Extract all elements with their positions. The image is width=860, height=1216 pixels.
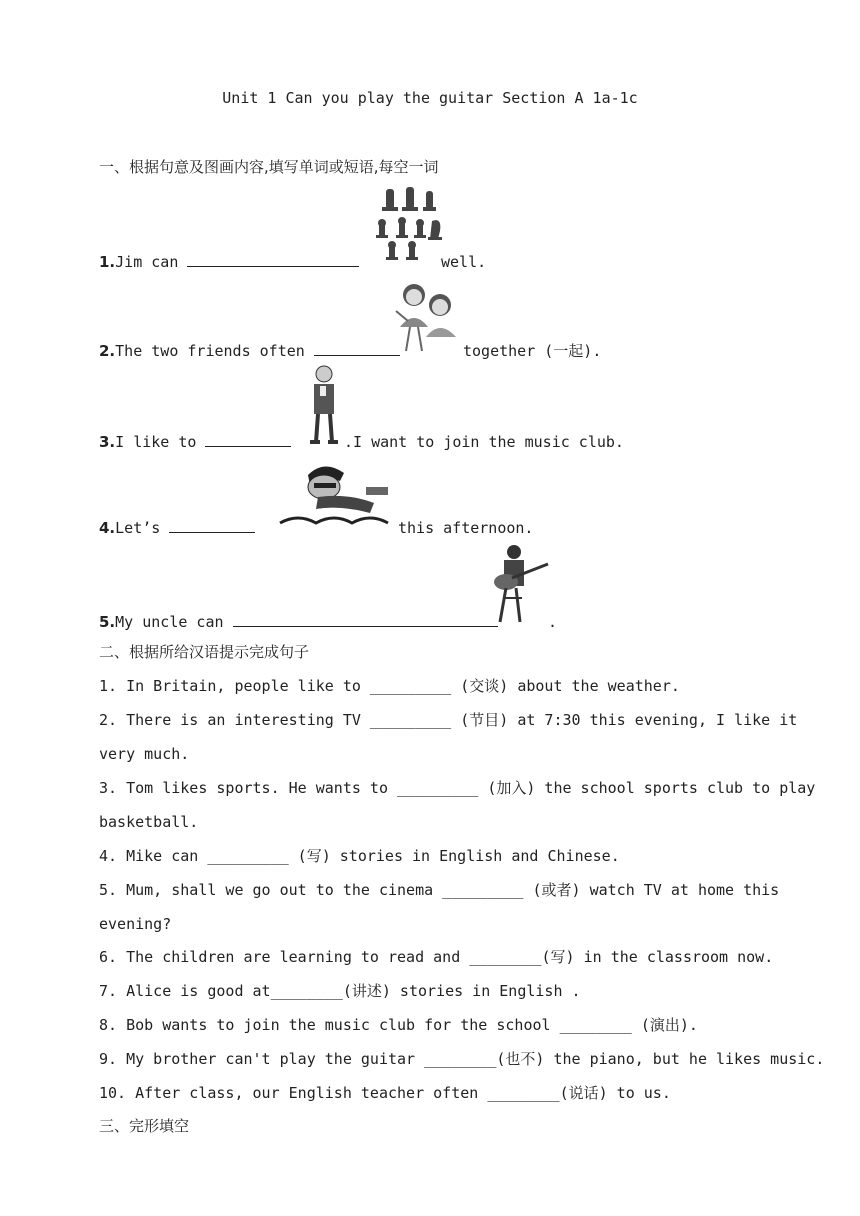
item-text-before: I like to <box>115 433 197 451</box>
item-number: 5. <box>99 613 116 631</box>
s2-line: basketball. <box>99 813 199 831</box>
two-dancers-icon <box>390 277 462 357</box>
swimmer-icon <box>278 457 398 533</box>
s2-line: 8. Bob wants to join the music club for the school ________ (演出). <box>99 1016 698 1034</box>
s2-line: 4. Mike can _________ (写) stories in English and Chinese. <box>99 847 620 865</box>
answer-blank[interactable] <box>205 432 291 447</box>
s2-line: evening? <box>99 915 172 933</box>
answer-blank[interactable] <box>314 341 400 356</box>
item-number: 4. <box>99 519 116 537</box>
item-text-before: The two friends often <box>115 342 305 360</box>
s1-item-4-after: this afternoon. <box>398 519 534 537</box>
item-text-before: My uncle can <box>115 613 224 631</box>
s1-item-3 <box>99 432 291 452</box>
item-number: 3. <box>99 433 116 451</box>
s2-line: 10. After class, our English teacher often ________(说话) to us. <box>99 1084 671 1102</box>
section2-heading: 二、根据所给汉语提示完成句子 <box>99 643 310 661</box>
s2-line: 1. In Britain, people like to _________ (交谈) about the weather. <box>99 677 680 695</box>
section3-heading: 三、完形填空 <box>99 1117 190 1135</box>
s2-line: 3. Tom likes sports. He wants to _________ (加入) the school sports club to play <box>99 779 816 797</box>
man-singing-icon <box>302 362 346 448</box>
item-number: 1. <box>99 253 116 271</box>
answer-blank[interactable] <box>233 612 498 627</box>
s2-line: 9. My brother can't play the guitar ________(也不) the piano, but he likes music. <box>99 1050 825 1068</box>
s2-line: 5. Mum, shall we go out to the cinema _________ (或者) watch TV at home this <box>99 881 780 899</box>
s1-item-2-after: together (一起). <box>463 342 602 360</box>
item-text-before: Let’s <box>115 519 161 537</box>
s1-item-1 <box>99 252 359 272</box>
page-title: Unit 1 Can you play the guitar Section A 1a-1c <box>222 89 638 107</box>
s2-line: very much. <box>99 745 190 763</box>
item-text-before: Jim can <box>115 253 179 271</box>
item-number: 2. <box>99 342 116 360</box>
s2-line: 2. There is an interesting TV _________ (节目) at 7:30 this evening, I like it <box>99 711 798 729</box>
section1-heading: 一、根据句意及图画内容,填写单词或短语,每空一词 <box>99 158 439 176</box>
guitar-player-icon <box>486 542 552 628</box>
chess-pieces-icon <box>372 185 448 267</box>
s2-line: 6. The children are learning to read and ________(写) in the classroom now. <box>99 948 774 966</box>
s2-line: 7. Alice is good at________(讲述) stories in English . <box>99 982 581 1000</box>
answer-blank[interactable] <box>169 518 255 533</box>
s1-item-3-after: .I want to join the music club. <box>344 433 624 451</box>
s1-item-1-after: well. <box>441 253 487 271</box>
s1-item-5 <box>99 612 498 632</box>
answer-blank[interactable] <box>187 252 359 267</box>
s1-item-4 <box>99 518 255 538</box>
s1-item-5-after: . <box>548 613 558 631</box>
s1-item-2 <box>99 341 400 361</box>
